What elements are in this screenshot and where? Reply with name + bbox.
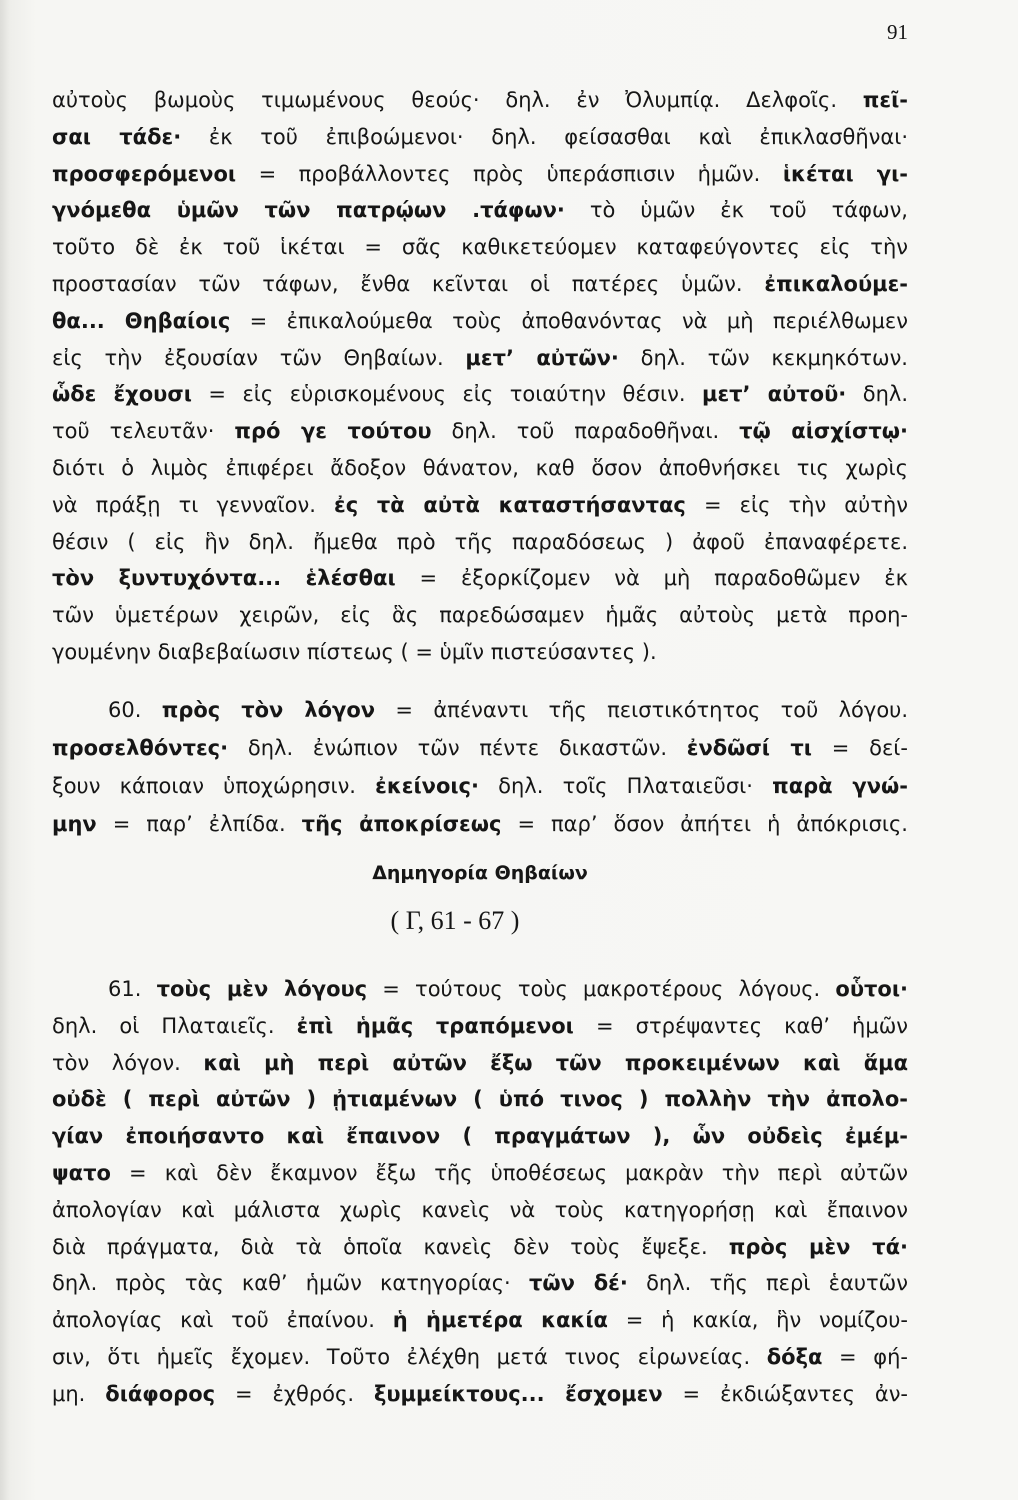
gloss-text: τὸν λόγον. bbox=[52, 1050, 204, 1075]
gloss-text: = ἀπέναντι τῆς πειστικότητος τοῦ λόγου. bbox=[375, 698, 908, 722]
text-line-content bbox=[52, 1155, 908, 1192]
headword: πρὸς μὲν τά· bbox=[728, 1234, 908, 1259]
text-line bbox=[52, 1155, 908, 1192]
text-line bbox=[52, 487, 908, 524]
text-line-content bbox=[52, 119, 908, 156]
headword: τῆς ἀποκρίσεως bbox=[301, 812, 502, 836]
text-line bbox=[52, 450, 908, 487]
gloss-text: δηλ. bbox=[846, 382, 909, 407]
headword: δόξα bbox=[766, 1344, 823, 1369]
gloss-text: εἰς τὴν ἐξουσίαν τῶν Θηβαίων. bbox=[52, 345, 466, 370]
gloss-text: 61. bbox=[108, 977, 157, 1001]
headword: πεῖ- bbox=[862, 88, 908, 112]
text-line-content bbox=[52, 1118, 908, 1155]
text-line bbox=[52, 266, 908, 303]
text-line-content bbox=[52, 597, 908, 634]
headword: τὸν ξυντυχόντα... ἑλέσθαι bbox=[52, 566, 396, 591]
text-line bbox=[52, 340, 908, 377]
text-line bbox=[52, 971, 908, 1008]
text-line bbox=[52, 524, 908, 561]
headword: τῷ αἰσχίστῳ· bbox=[739, 419, 908, 444]
text-line-content bbox=[52, 229, 908, 266]
text-line bbox=[52, 1229, 908, 1266]
headword: προσελθόντες· bbox=[52, 736, 229, 760]
text-line-content bbox=[52, 805, 908, 843]
headword: μην bbox=[52, 812, 97, 836]
text-line bbox=[52, 1302, 908, 1339]
gloss-text: = εἰς εὑρισκομένους εἰς τοιαύτην θέσιν. bbox=[191, 382, 702, 407]
headword: θα... Θηβαίοις bbox=[52, 308, 231, 333]
text-line bbox=[52, 156, 908, 193]
text-line bbox=[52, 376, 908, 413]
text-line-content bbox=[52, 1081, 908, 1118]
gloss-text: = παρ’ ὅσον ἀπήτει ἡ ἀπόκρισις. bbox=[501, 812, 908, 836]
text-line-content bbox=[108, 691, 908, 729]
gloss-text: νὰ πράξῃ τι γενναῖον. bbox=[52, 492, 334, 517]
gloss-text: ἀπολογίας καὶ τοῦ ἐπαίνου. bbox=[52, 1308, 393, 1333]
headword: ἐνδῶσί τι bbox=[686, 736, 812, 760]
gloss-text: μη. bbox=[52, 1381, 106, 1406]
gloss-text: ἀπολογίαν καὶ μάλιστα χωρὶς κανεὶς νὰ τοὺς κατηγορήσῃ καὶ ἔπαινον bbox=[52, 1197, 908, 1222]
gloss-text: δηλ. πρὸς τὰς καθ’ ἡμῶν κατηγορίας· bbox=[52, 1271, 529, 1296]
text-line bbox=[52, 805, 908, 843]
text-line-content bbox=[52, 767, 908, 805]
text-line-content bbox=[52, 413, 908, 450]
section-range: ( Γ, 61 - 67 ) bbox=[390, 906, 520, 935]
gloss-text: δηλ. τῶν κεκμηκότων. bbox=[618, 345, 908, 370]
text-line bbox=[52, 691, 908, 729]
gloss-text: σιν, ὅτι ἡμεῖς ἔχομεν. Τοῦτο ἐλέχθη μετά τινος εἰρωνείας. bbox=[52, 1344, 767, 1369]
text-line-content bbox=[52, 1192, 908, 1229]
headword: οὐδὲ ( περὶ αὐτῶν ) ᾐτιαμένων ( ὑπό τινος ) πολλὴν τὴν ἀπολο- bbox=[52, 1087, 908, 1112]
gloss-text: θέσιν ( εἰς ἣν δηλ. ἤμεθα πρὸ τῆς παραδόσεως ) ἀφοῦ ἐπαναφέρετε. bbox=[52, 529, 908, 554]
gloss-text: = παρ’ ἐλπίδα. bbox=[96, 812, 302, 836]
page-number: 91 bbox=[887, 20, 908, 44]
text-line bbox=[52, 1008, 908, 1045]
paragraph-continued bbox=[52, 82, 908, 671]
text-line bbox=[52, 1265, 908, 1302]
text-line-content bbox=[52, 1008, 908, 1045]
text-line-content bbox=[108, 971, 908, 1008]
text-line-content bbox=[52, 303, 908, 340]
headword: παρὰ γνώ- bbox=[772, 774, 908, 798]
gloss-text: γουμένην διαβεβαίωσιν πίστεως ( = ὑμῖν πιστεύσαντες ). bbox=[52, 639, 657, 664]
headword: γνόμεθα ὑμῶν τῶν πατρῴων .τάφων· bbox=[52, 198, 565, 223]
text-line bbox=[52, 413, 908, 450]
text-line-content bbox=[52, 340, 908, 377]
headword: πρὸς τὸν λόγον bbox=[161, 698, 376, 722]
text-line bbox=[52, 1339, 908, 1376]
gloss-text: αὐτοὺς βωμοὺς τιμωμένους θεούς· δηλ. ἐν Ὀλυμπίᾳ. Δελφοῖς. bbox=[52, 88, 863, 112]
text-line-content bbox=[52, 1045, 908, 1082]
text-line-content bbox=[52, 634, 657, 671]
gloss-text: τοῦτο δὲ ἐκ τοῦ ἱκέται = σᾶς καθικετεύομεν καταφεύγοντες εἰς τὴν bbox=[52, 235, 908, 260]
gloss-text: = ἡ κακία, ἣν νομίζου- bbox=[607, 1308, 909, 1333]
text-line bbox=[52, 729, 908, 767]
gloss-text: = ἐξορκίζομεν νὰ μὴ παραδοθῶμεν ἐκ bbox=[395, 566, 908, 591]
text-line bbox=[52, 634, 908, 671]
text-line bbox=[52, 767, 908, 805]
headword: ψατο bbox=[52, 1160, 111, 1185]
text-line-content bbox=[52, 266, 908, 303]
headword: διάφορος bbox=[105, 1381, 216, 1406]
text-line bbox=[52, 303, 908, 340]
gloss-text: δηλ. τοῦ παραδοθῆναι. bbox=[431, 419, 740, 444]
paragraph-60 bbox=[52, 691, 908, 843]
text-line-content bbox=[52, 729, 908, 767]
headword: ἐπὶ ἡμᾶς τραπόμενοι bbox=[296, 1013, 574, 1038]
text-line-content bbox=[52, 450, 908, 487]
text-line bbox=[52, 1376, 908, 1413]
gloss-text: = καὶ δὲν ἔκαμνον ἔξω τῆς ὑποθέσεως μακρὰν τὴν περὶ αὐτῶν bbox=[110, 1160, 908, 1185]
section-heading bbox=[52, 860, 908, 886]
headword: ἐπικαλούμε- bbox=[764, 271, 908, 296]
gloss-text: = προβάλλοντες πρὸς ὑπεράσπισιν ἡμῶν. bbox=[236, 161, 783, 186]
gloss-text: = φή- bbox=[822, 1344, 908, 1369]
gloss-text: = ἐχθρός. bbox=[215, 1381, 374, 1406]
section-range-block bbox=[52, 904, 908, 938]
headword: ἐκείνοις· bbox=[375, 774, 479, 798]
headword: προσφερόμενοι bbox=[52, 161, 237, 186]
gloss-text: = τούτους τοὺς μακροτέρους λόγους. bbox=[367, 977, 836, 1001]
text-line-content bbox=[52, 1229, 908, 1266]
headword: οὗτοι· bbox=[835, 977, 908, 1001]
headword: σαι τάδε· bbox=[52, 124, 182, 149]
gloss-text: δηλ. οἱ Πλαταιεῖς. bbox=[52, 1013, 297, 1038]
headword: ἡ ἡμετέρα κακία bbox=[392, 1308, 608, 1333]
headword: ἐς τὰ αὐτὰ καταστήσαντας bbox=[334, 492, 686, 517]
headword: πρό γε τούτου bbox=[234, 419, 432, 444]
gloss-text: = ἐκδιώξαντες ἀν- bbox=[662, 1381, 908, 1406]
gloss-text: = δεί- bbox=[811, 736, 908, 760]
gloss-text: τοῦ τελευτᾶν· bbox=[52, 419, 235, 444]
gloss-text: = εἰς τὴν αὐτὴν bbox=[685, 492, 908, 517]
text-line bbox=[52, 229, 908, 266]
paragraph-61 bbox=[52, 971, 908, 1413]
headword: τοὺς μὲν λόγους bbox=[156, 977, 368, 1001]
text-line-content bbox=[52, 1302, 908, 1339]
gloss-text: ἐκ τοῦ ἐπιβοώμενοι· δηλ. φείσασθαι καὶ ἐπικλασθῆναι· bbox=[181, 124, 909, 149]
headword: ὧδε ἔχουσι bbox=[52, 382, 192, 407]
headword: τῶν δέ· bbox=[528, 1271, 628, 1296]
gloss-text: ξουν κάποιαν ὑποχώρησιν. bbox=[52, 774, 376, 798]
gloss-text: δηλ. τοῖς Πλαταιεῦσι· bbox=[478, 774, 773, 798]
text-line-content bbox=[52, 1265, 908, 1302]
gloss-text: δηλ. ἐνώπιον τῶν πέντε δικαστῶν. bbox=[228, 736, 687, 760]
text-line-content bbox=[52, 376, 908, 413]
headword: καὶ μὴ περὶ αὐτῶν ἔξω τῶν προκειμένων καὶ ἅμα bbox=[203, 1050, 909, 1075]
gloss-text: τῶν ὑμετέρων χειρῶν, εἰς ἃς παρεδώσαμεν ἡμᾶς αὐτοὺς μετὰ προη- bbox=[52, 603, 908, 628]
text-line-content bbox=[52, 524, 908, 561]
gloss-text: διὰ πράγματα, διὰ τὰ ὁποῖα κανεὶς δὲν τοὺς ἔψεξε. bbox=[52, 1234, 729, 1259]
text-line bbox=[52, 82, 908, 119]
text-line bbox=[52, 192, 908, 229]
text-line-content bbox=[52, 1339, 908, 1376]
headword: ἱκέται γι- bbox=[782, 161, 908, 186]
text-line-content bbox=[52, 192, 908, 229]
text-line bbox=[52, 119, 908, 156]
gloss-text: διότι ὁ λιμὸς ἐπιφέρει ἄδοξον θάνατον, καθ ὅσον ἀποθνήσκει τις χωρὶς bbox=[52, 455, 908, 480]
section-title: Δημηγορία Θηβαίων bbox=[372, 862, 588, 884]
headword: μετ’ αὐτοῦ· bbox=[702, 382, 847, 407]
text-line bbox=[52, 597, 908, 634]
gloss-text: προστασίαν τῶν τάφων, ἔνθα κεῖνται οἱ πατέρες ὑμῶν. bbox=[52, 271, 765, 296]
gloss-text: 60. bbox=[108, 698, 162, 722]
headword: ξυμμείκτους... ἔσχομεν bbox=[373, 1381, 663, 1406]
headword: μετ’ αὐτῶν· bbox=[465, 345, 619, 370]
text-line bbox=[52, 1081, 908, 1118]
text-line-content bbox=[52, 1376, 908, 1413]
text-line bbox=[52, 1192, 908, 1229]
headword: γίαν ἐποιήσαντο καὶ ἔπαινον ( πραγμάτων ), ὧν οὐδεὶς ἐμέμ- bbox=[52, 1124, 908, 1149]
text-line-content bbox=[52, 156, 908, 193]
text-line-content bbox=[52, 82, 908, 119]
text-line-content bbox=[52, 487, 908, 524]
gloss-text: δηλ. τῆς περὶ ἑαυτῶν bbox=[627, 1271, 908, 1296]
text-line bbox=[52, 560, 908, 597]
gloss-text: = ἐπικαλούμεθα τοὺς ἀποθανόντας νὰ μὴ περιέλθωμεν bbox=[230, 308, 908, 333]
gloss-text: τὸ ὑμῶν ἐκ τοῦ τάφων, bbox=[564, 198, 908, 223]
text-line bbox=[52, 1118, 908, 1155]
text-line-content bbox=[52, 560, 908, 597]
gloss-text: = στρέψαντες καθ’ ἡμῶν bbox=[573, 1013, 909, 1038]
text-line bbox=[52, 1045, 908, 1082]
